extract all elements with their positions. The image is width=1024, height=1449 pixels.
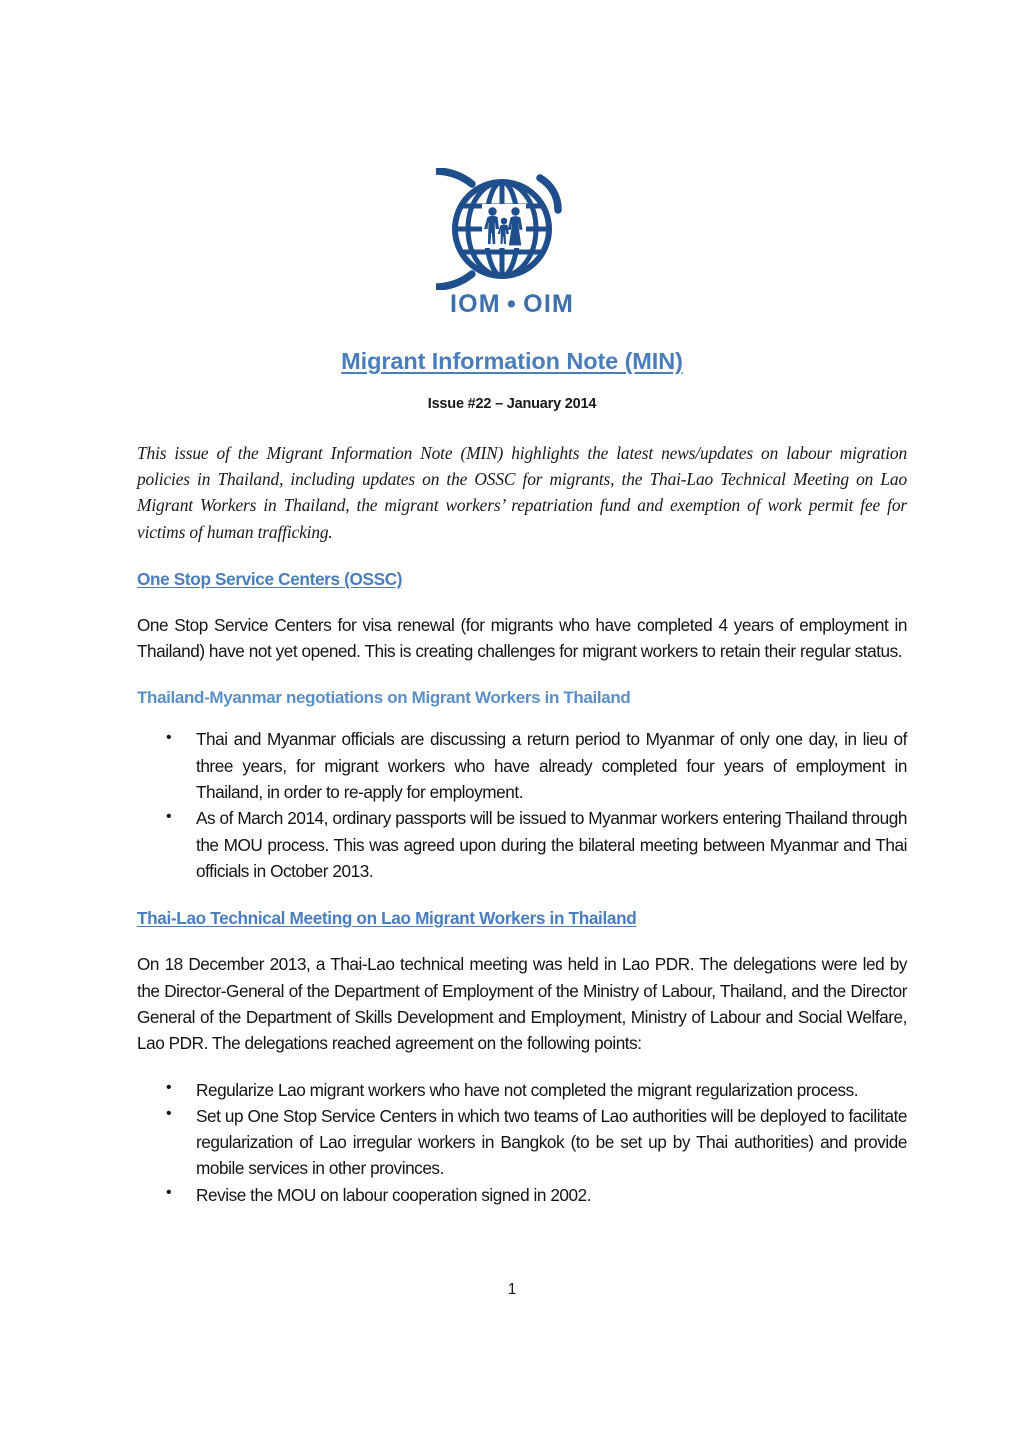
logo-block — [0, 0, 1024, 317]
page-title: Migrant Information Note (MIN) — [341, 348, 683, 374]
list-item: • Set up One Stop Service Centers in which two teams of Lao authorities will be deployed to facilitate regularization of Lao irregular workers in Bangkok (to be set up by Thai authorities) and provide mobile services in other provinces. — [137, 1103, 907, 1182]
section-paragraph-ossc: One Stop Service Centers for visa renewal (for migrants who have completed 4 years of employment in Thailand) have not yet opened. This is creating challenges for migrant workers to retain their regular status. — [137, 614, 907, 662]
list-item: • Thai and Myanmar officials are discussing a return period to Myanmar of only one day, in lieu of three years, for migrant workers who have already completed four years of employment in Thailand, in order to re-apply for employment. — [137, 726, 907, 805]
document-body — [137, 440, 907, 1208]
section-heading-ossc: One Stop Service Centers (OSSC) — [137, 568, 403, 589]
list-item: • Revise the MOU on labour cooperation signed in 2002. — [137, 1182, 907, 1208]
logo-wordmark: IOM • OIM — [450, 290, 574, 318]
page-number: 1 — [507, 1281, 517, 1298]
bullet-list-thailand-myanmar — [137, 726, 907, 884]
section-heading-thai-lao: Thai-Lao Technical Meeting on Lao Migrant Workers in Thailand — [137, 908, 637, 929]
intro-paragraph: This issue of the Migrant Information Note (MIN) highlights the latest news/updates on labour migration policies in Thailand, including updates on the OSSC for migrants, the Thai-Lao Technical Meeting on Lao Migrant Workers in Thailand, the migrant workers’ repatriation fund and exemption of work permit fee for victims of human trafficking. — [137, 443, 907, 542]
subheading-thailand-myanmar: Thailand-Myanmar negotiations on Migrant Workers in Thailand — [137, 688, 631, 708]
list-item: • As of March 2014, ordinary passports will be issued to Myanmar workers entering Thailand through the MOU process. This was agreed upon during the bilateral meeting between Myanmar and Thai officials in October 2013. — [137, 805, 907, 884]
list-item: • Regularize Lao migrant workers who have not completed the migrant regularization process. — [137, 1077, 907, 1103]
bullet-list-thai-lao — [137, 1077, 907, 1209]
section-paragraph-thai-lao: On 18 December 2013, a Thai-Lao technical meeting was held in Lao PDR. The delegations were led by the Director-General of the Department of Employment of the Ministry of Labour, Thailand, and the Director General of the Department of Skills Development and Employment, Ministry of Labour and Social Welfare, Lao PDR. The delegations reached agreement on the following points: — [137, 954, 907, 1054]
iom-logo-icon — [436, 168, 588, 290]
issue-subtitle: Issue #22 – January 2014 — [427, 396, 597, 412]
